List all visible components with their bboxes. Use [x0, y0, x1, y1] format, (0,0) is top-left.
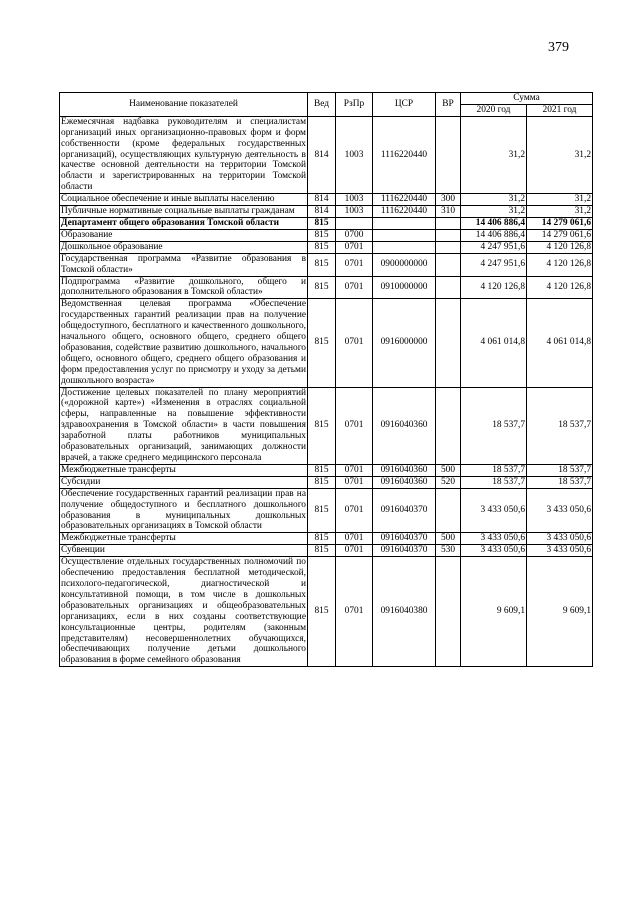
cell-csr	[373, 217, 436, 229]
cell-2021: 3 433 050,6	[527, 545, 593, 557]
cell-2021: 3 433 050,6	[527, 533, 593, 545]
table-row	[60, 545, 593, 557]
cell-ved: 815	[308, 464, 336, 476]
cell-rzpr: 0701	[336, 241, 373, 253]
cell-rzpr: 0700	[336, 229, 373, 241]
cell-2021: 18 537,7	[527, 387, 593, 464]
table-row	[60, 217, 593, 229]
cell-csr: 0900000000	[373, 253, 436, 276]
cell-rzpr: 0701	[336, 299, 373, 387]
cell-2021: 9 609,1	[527, 557, 593, 667]
cell-name: Субсидии	[60, 476, 308, 488]
cell-2021: 3 433 050,6	[527, 488, 593, 533]
cell-ved: 815	[308, 276, 336, 299]
cell-name: Обеспечение государственных гарантий реализации прав на получение общедоступного и бесплатного дошкольного образования в муниципальных дошкольных образовательных организациях в Томской области	[61, 488, 306, 532]
cell-rzpr	[336, 217, 373, 229]
table-row	[60, 241, 593, 253]
table-row	[60, 276, 593, 299]
cell-vr	[436, 299, 461, 387]
cell-rzpr: 0701	[336, 387, 373, 464]
cell-csr: 0916040370	[373, 545, 436, 557]
cell-2020: 31,2	[461, 194, 527, 206]
cell-vr	[436, 229, 461, 241]
cell-ved: 815	[308, 253, 336, 276]
table-row	[60, 206, 593, 218]
cell-csr: 0916040370	[373, 488, 436, 533]
header-rzpr: РзПр	[336, 93, 373, 117]
cell-2020: 31,2	[461, 116, 527, 193]
cell-ved: 815	[308, 488, 336, 533]
cell-csr: 0916040370	[373, 533, 436, 545]
cell-name: Ведомственная целевая программа «Обеспечение государственных гарантий реализации прав на получение общедоступного, бесплатного и качественного дошкольного, начального общего, основного общего, среднего общего образования, содействие развитию дошкольного, начального общего, основного общего, среднего общего образования и форм предоставления услуг по присмотру и уходу за детьми дошкольного возраста»	[61, 299, 306, 386]
cell-vr	[436, 387, 461, 464]
header-ved: Вед	[308, 93, 336, 117]
cell-name: Осуществление отдельных государственных полномочий по обеспечению предоставления бесплатной методической, психолого-педагогической, диагностической и консультативной помощи, в том числе в дошкольных образовательных организациях и общеобразовательных организациях, если в них созданы соответствующие консультационные центры, родителям (законным представителям) несовершеннолетних обучающихся, обеспечивающих получение детьми дошкольного образования в форме семейного образования	[61, 557, 306, 666]
cell-vr	[436, 276, 461, 299]
cell-name: Межбюджетные трансферты	[60, 464, 308, 476]
cell-ved: 814	[308, 116, 336, 193]
table-row	[60, 488, 593, 533]
page-number: 379	[548, 40, 569, 55]
cell-2021: 18 537,7	[527, 464, 593, 476]
cell-ved: 815	[308, 299, 336, 387]
cell-rzpr: 0701	[336, 476, 373, 488]
cell-name: Департамент общего образования Томской области	[60, 217, 308, 229]
cell-2021: 14 279 061,6	[527, 217, 593, 229]
cell-2020: 18 537,7	[461, 476, 527, 488]
cell-ved: 815	[308, 387, 336, 464]
cell-ved: 815	[308, 557, 336, 667]
cell-2020: 31,2	[461, 206, 527, 218]
cell-2021: 31,2	[527, 206, 593, 218]
cell-vr	[436, 116, 461, 193]
cell-name: Социальное обеспечение и иные выплаты населению	[60, 194, 308, 206]
cell-2020: 9 609,1	[461, 557, 527, 667]
cell-csr: 0916040380	[373, 557, 436, 667]
table-row	[60, 116, 593, 193]
cell-2020: 18 537,7	[461, 387, 527, 464]
cell-csr: 1116220440	[373, 116, 436, 193]
table-row	[60, 194, 593, 206]
table-row	[60, 557, 593, 667]
cell-rzpr: 0701	[336, 488, 373, 533]
cell-ved: 814	[308, 194, 336, 206]
cell-2020: 14 406 886,4	[461, 229, 527, 241]
cell-2020: 3 433 050,6	[461, 533, 527, 545]
cell-csr: 0910000000	[373, 276, 436, 299]
cell-2020: 4 247 951,6	[461, 241, 527, 253]
cell-rzpr: 0701	[336, 533, 373, 545]
header-sum: Сумма	[461, 93, 593, 105]
cell-vr	[436, 217, 461, 229]
cell-csr: 0916040360	[373, 387, 436, 464]
cell-csr: 0916040360	[373, 476, 436, 488]
cell-2020: 4 247 951,6	[461, 253, 527, 276]
cell-rzpr: 0701	[336, 557, 373, 667]
header-csr: ЦСР	[373, 93, 436, 117]
cell-2021: 31,2	[527, 116, 593, 193]
cell-vr: 520	[436, 476, 461, 488]
cell-vr: 300	[436, 194, 461, 206]
cell-2021: 18 537,7	[527, 476, 593, 488]
cell-2020: 18 537,7	[461, 464, 527, 476]
cell-2021: 4 120 126,8	[527, 253, 593, 276]
budget-table	[59, 92, 593, 667]
cell-2020: 4 061 014,8	[461, 299, 527, 387]
cell-2020: 14 406 886,4	[461, 217, 527, 229]
cell-vr: 500	[436, 464, 461, 476]
cell-name: Достижение целевых показателей по плану мероприятий («дорожной карте») «Изменения в отраслях социальной сферы, направленные на повышение эффективности здравоохранения в Томской области» в части повышения заработной платы работников муниципальных образовательных организаций, занимающих должности врачей, а также среднего медицинского персонала	[61, 387, 306, 463]
cell-csr: 1116220440	[373, 206, 436, 218]
cell-ved: 815	[308, 217, 336, 229]
cell-ved: 815	[308, 545, 336, 557]
cell-ved: 815	[308, 533, 336, 545]
cell-vr	[436, 241, 461, 253]
cell-name: Государственная программа «Развитие образования в Томской области»	[61, 253, 306, 275]
cell-rzpr: 0701	[336, 545, 373, 557]
cell-name: Подпрограмма «Развитие дошкольного, общего и дополнительного образования в Томской области»	[61, 276, 306, 298]
cell-ved: 815	[308, 229, 336, 241]
table-row	[60, 299, 593, 387]
table-row	[60, 464, 593, 476]
cell-vr: 310	[436, 206, 461, 218]
cell-rzpr: 1003	[336, 116, 373, 193]
table-body	[60, 116, 593, 666]
cell-2021: 4 120 126,8	[527, 276, 593, 299]
cell-2021: 4 120 126,8	[527, 241, 593, 253]
cell-2020: 3 433 050,6	[461, 545, 527, 557]
cell-rzpr: 0701	[336, 253, 373, 276]
cell-vr	[436, 253, 461, 276]
cell-name: Ежемесячная надбавка руководителям и специалистам организаций иных организационно-правовых форм и форм собственности (кроме федеральных государственных организаций), осуществляющих культурную деятельность в качестве основной деятельности на территории Томской области и зарегистрированных на территории Томской области	[61, 116, 306, 193]
cell-2020: 4 120 126,8	[461, 276, 527, 299]
cell-name: Публичные нормативные социальные выплаты гражданам	[60, 206, 308, 218]
cell-rzpr: 0701	[336, 276, 373, 299]
header-vr: ВР	[436, 93, 461, 117]
table-row	[60, 253, 593, 276]
cell-vr: 530	[436, 545, 461, 557]
cell-name: Дошкольное образование	[60, 241, 308, 253]
cell-vr	[436, 557, 461, 667]
header-2021: 2021 год	[527, 104, 593, 116]
table-row	[60, 476, 593, 488]
cell-2021: 14 279 061,6	[527, 229, 593, 241]
cell-vr	[436, 488, 461, 533]
cell-csr: 1116220440	[373, 194, 436, 206]
cell-name: Субвенции	[60, 545, 308, 557]
cell-name: Межбюджетные трансферты	[60, 533, 308, 545]
cell-csr: 0916000000	[373, 299, 436, 387]
cell-rzpr: 0701	[336, 464, 373, 476]
cell-ved: 815	[308, 476, 336, 488]
cell-vr: 500	[436, 533, 461, 545]
cell-csr	[373, 241, 436, 253]
cell-name: Образование	[60, 229, 308, 241]
cell-rzpr: 1003	[336, 206, 373, 218]
cell-rzpr: 1003	[336, 194, 373, 206]
cell-2021: 4 061 014,8	[527, 299, 593, 387]
cell-csr: 0916040360	[373, 464, 436, 476]
cell-2020: 3 433 050,6	[461, 488, 527, 533]
header-row	[60, 93, 593, 105]
cell-ved: 815	[308, 241, 336, 253]
table-row	[60, 387, 593, 464]
header-name: Наименование показателей	[60, 93, 308, 117]
cell-csr	[373, 229, 436, 241]
table-row	[60, 533, 593, 545]
cell-ved: 814	[308, 206, 336, 218]
header-2020: 2020 год	[461, 104, 527, 116]
table-row	[60, 229, 593, 241]
cell-2021: 31,2	[527, 194, 593, 206]
